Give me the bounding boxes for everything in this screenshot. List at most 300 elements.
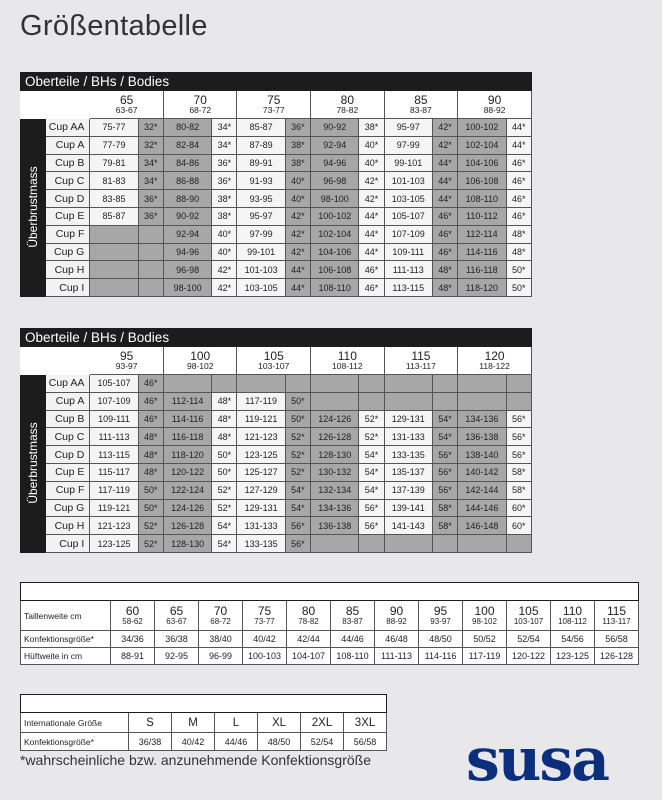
konf-cell: 40/42 bbox=[243, 631, 287, 648]
measure-cell: 124-126 bbox=[163, 499, 211, 517]
measure-cell bbox=[311, 375, 359, 393]
conf-size-cell: 58* bbox=[432, 499, 457, 517]
measure-cell: 100-102 bbox=[458, 119, 506, 137]
measure-cell: 117-119 bbox=[90, 481, 138, 499]
size-range: 93-97 bbox=[115, 361, 138, 372]
conf-size-cell: 38* bbox=[359, 119, 384, 137]
cup-label: Cup E bbox=[46, 463, 90, 481]
conf-size-cell bbox=[285, 375, 310, 393]
measure-cell bbox=[90, 261, 138, 279]
bra-size-table-1 bbox=[20, 72, 532, 297]
conf-size-cell: 44* bbox=[506, 136, 531, 154]
size-range: 103-107 bbox=[513, 617, 544, 626]
int-size-cell: S bbox=[129, 713, 172, 733]
waist-size-cell bbox=[287, 601, 331, 631]
measure-cell: 109-111 bbox=[90, 410, 138, 428]
size-number: 100 bbox=[474, 604, 495, 618]
konf-cell: 38/40 bbox=[199, 631, 243, 648]
waist-size-cell bbox=[375, 601, 419, 631]
conf-size-cell: 56* bbox=[506, 428, 531, 446]
measure-cell: 135-137 bbox=[384, 463, 432, 481]
conf-size-cell: 54* bbox=[212, 517, 237, 535]
size-number: 115 bbox=[606, 604, 627, 618]
conf-size-cell: 50* bbox=[212, 446, 237, 464]
measure-cell: 104-106 bbox=[458, 154, 506, 172]
int-size-cell: L bbox=[215, 713, 258, 733]
conf-size-cell: 36* bbox=[285, 119, 310, 137]
size-range: 88-92 bbox=[386, 617, 407, 626]
measure-cell bbox=[384, 375, 432, 393]
hip-cell: 92-95 bbox=[155, 648, 199, 665]
size-range: 98-102 bbox=[186, 361, 214, 372]
conf-size-cell: 46* bbox=[138, 375, 163, 393]
measure-cell: 89-91 bbox=[237, 154, 285, 172]
conf-size-cell: 48* bbox=[212, 392, 237, 410]
conf-size-cell bbox=[212, 375, 237, 393]
size-header bbox=[163, 347, 237, 375]
size-number: 75 bbox=[257, 604, 272, 618]
bottoms-size-table bbox=[20, 582, 639, 665]
conf-size-cell: 34* bbox=[212, 119, 237, 137]
size-number: 70 bbox=[213, 604, 228, 618]
measure-cell: 129-131 bbox=[384, 410, 432, 428]
cup-label: Cup H bbox=[46, 261, 90, 279]
measure-cell: 134-136 bbox=[458, 410, 506, 428]
conf-size-cell: 44* bbox=[432, 190, 457, 208]
measure-cell: 127-129 bbox=[237, 481, 285, 499]
size-number: 100 bbox=[190, 348, 211, 363]
conf-size-cell: 54* bbox=[359, 463, 384, 481]
size-range: 83-87 bbox=[342, 617, 363, 626]
measure-cell: 122-124 bbox=[163, 481, 211, 499]
waist-size-cell bbox=[419, 601, 463, 631]
measure-cell: 85-87 bbox=[237, 119, 285, 137]
conf-size-cell: 42* bbox=[432, 119, 457, 137]
konf-cell: 44/46 bbox=[215, 733, 258, 751]
measure-cell: 141-143 bbox=[384, 517, 432, 535]
conf-size-cell: 52* bbox=[285, 463, 310, 481]
measure-cell: 92-94 bbox=[311, 136, 359, 154]
size-number: 95 bbox=[433, 604, 448, 618]
measure-cell: 124-126 bbox=[311, 410, 359, 428]
cup-label: Cup I bbox=[46, 279, 90, 297]
measure-cell: 83-85 bbox=[90, 190, 138, 208]
waist-size-cell bbox=[199, 601, 243, 631]
conf-size-cell: 44* bbox=[432, 154, 457, 172]
measure-cell: 117-119 bbox=[237, 392, 285, 410]
size-header bbox=[384, 91, 458, 119]
conf-size-cell: 50* bbox=[285, 392, 310, 410]
hip-cell: 88-91 bbox=[111, 648, 155, 665]
conf-size-cell: 44* bbox=[359, 243, 384, 261]
size-number: 70 bbox=[193, 92, 207, 107]
measure-cell: 81-83 bbox=[90, 172, 138, 190]
measure-cell: 126-128 bbox=[311, 428, 359, 446]
conf-size-cell bbox=[432, 375, 457, 393]
conf-size-cell: 48* bbox=[212, 428, 237, 446]
measure-cell: 119-121 bbox=[90, 499, 138, 517]
measure-cell: 139-141 bbox=[384, 499, 432, 517]
waist-size-cell bbox=[331, 601, 375, 631]
measure-cell: 137-139 bbox=[384, 481, 432, 499]
conf-size-cell: 44* bbox=[359, 225, 384, 243]
int-size-cell: 3XL bbox=[344, 713, 387, 733]
konf-cell: 52/54 bbox=[507, 631, 551, 648]
conf-size-cell: 46* bbox=[432, 243, 457, 261]
conf-size-cell: 52* bbox=[285, 428, 310, 446]
konf-cell: 40/42 bbox=[172, 733, 215, 751]
measure-cell: 130-132 bbox=[311, 463, 359, 481]
conf-size-cell: 48* bbox=[138, 446, 163, 464]
conf-size-cell bbox=[506, 392, 531, 410]
conf-size-cell: 38* bbox=[212, 207, 237, 225]
size-range: 118-122 bbox=[479, 361, 510, 372]
conf-size-cell: 40* bbox=[212, 225, 237, 243]
measure-cell: 106-108 bbox=[458, 172, 506, 190]
size-range: 103-107 bbox=[258, 361, 290, 372]
measure-cell: 116-118 bbox=[458, 261, 506, 279]
measure-cell: 93-95 bbox=[237, 190, 285, 208]
conf-size-cell bbox=[138, 225, 163, 243]
measure-cell: 94-96 bbox=[311, 154, 359, 172]
conf-size-cell: 52* bbox=[138, 535, 163, 553]
size-header bbox=[384, 347, 458, 375]
conf-size-cell: 52* bbox=[285, 446, 310, 464]
hip-cell: 96-99 bbox=[199, 648, 243, 665]
measure-cell: 118-120 bbox=[458, 279, 506, 297]
measure-cell: 77-79 bbox=[90, 136, 138, 154]
measure-cell: 85-87 bbox=[90, 207, 138, 225]
measure-cell: 105-107 bbox=[384, 207, 432, 225]
measure-cell: 87-89 bbox=[237, 136, 285, 154]
measure-cell: 99-101 bbox=[384, 154, 432, 172]
size-header bbox=[90, 91, 164, 119]
measure-cell: 90-92 bbox=[163, 207, 211, 225]
int-size-cell: M bbox=[172, 713, 215, 733]
conf-size-cell: 48* bbox=[432, 261, 457, 279]
waist-size-cell bbox=[243, 601, 287, 631]
hip-cell: 100-103 bbox=[243, 648, 287, 665]
measure-cell: 92-94 bbox=[163, 225, 211, 243]
measure-cell: 102-104 bbox=[458, 136, 506, 154]
measure-cell: 101-103 bbox=[384, 172, 432, 190]
cup-label: Cup A bbox=[46, 392, 90, 410]
size-number: 90 bbox=[487, 92, 502, 107]
konf-cell: 44/46 bbox=[331, 631, 375, 648]
size-range: 73-77 bbox=[262, 105, 285, 116]
measure-cell: 123-125 bbox=[90, 535, 138, 553]
waist-size-cell bbox=[507, 601, 551, 631]
conf-size-cell bbox=[506, 535, 531, 553]
measure-cell: 131-133 bbox=[237, 517, 285, 535]
waist-size-cell bbox=[463, 601, 507, 631]
measure-cell: 115-117 bbox=[90, 463, 138, 481]
conf-size-cell bbox=[138, 279, 163, 297]
cup-label: Cup B bbox=[46, 410, 90, 428]
conf-size-cell: 40* bbox=[285, 190, 310, 208]
conf-size-cell: 46* bbox=[359, 279, 384, 297]
conf-size-cell bbox=[432, 392, 457, 410]
conf-size-cell: 32* bbox=[138, 119, 163, 137]
measure-cell: 128-130 bbox=[311, 446, 359, 464]
size-number: 60 bbox=[125, 604, 140, 618]
conf-size-cell: 44* bbox=[432, 172, 457, 190]
size-range: 68-72 bbox=[189, 105, 212, 116]
corner-cell bbox=[21, 347, 90, 375]
conf-size-cell: 32* bbox=[138, 136, 163, 154]
measure-cell: 80-82 bbox=[163, 119, 211, 137]
measure-cell: 114-116 bbox=[163, 410, 211, 428]
conf-size-cell: 48* bbox=[138, 428, 163, 446]
conf-size-cell: 46* bbox=[138, 392, 163, 410]
cup-label: Cup F bbox=[46, 481, 90, 499]
size-number: 80 bbox=[340, 92, 354, 107]
size-header bbox=[311, 91, 385, 119]
conf-size-cell: 46* bbox=[432, 225, 457, 243]
hip-cell: 117-119 bbox=[463, 648, 507, 665]
conf-size-cell: 56* bbox=[432, 446, 457, 464]
measure-cell: 134-136 bbox=[311, 499, 359, 517]
hip-cell: 111-113 bbox=[375, 648, 419, 665]
measure-cell: 113-115 bbox=[90, 446, 138, 464]
measure-cell: 100-102 bbox=[311, 207, 359, 225]
measure-cell: 140-142 bbox=[458, 463, 506, 481]
conf-size-cell: 46* bbox=[506, 172, 531, 190]
size-header bbox=[237, 347, 311, 375]
measure-cell bbox=[90, 225, 138, 243]
measure-cell: 97-99 bbox=[237, 225, 285, 243]
conf-size-cell: 58* bbox=[432, 517, 457, 535]
size-number: 65 bbox=[169, 604, 184, 618]
size-range: 93-97 bbox=[430, 617, 451, 626]
cup-label: Cup C bbox=[46, 172, 90, 190]
side-label bbox=[21, 375, 46, 553]
size-range: 73-77 bbox=[254, 617, 275, 626]
measure-cell: 121-123 bbox=[90, 517, 138, 535]
conf-size-cell: 44* bbox=[285, 261, 310, 279]
conf-size-cell: 42* bbox=[285, 243, 310, 261]
conf-size-cell: 34* bbox=[138, 172, 163, 190]
conf-size-cell: 42* bbox=[359, 172, 384, 190]
size-range: 58-62 bbox=[122, 617, 143, 626]
size-header bbox=[458, 91, 532, 119]
measure-cell: 103-105 bbox=[384, 190, 432, 208]
conf-size-cell: 40* bbox=[359, 154, 384, 172]
measure-cell: 95-97 bbox=[237, 207, 285, 225]
conf-size-cell bbox=[359, 392, 384, 410]
conf-size-cell: 42* bbox=[285, 225, 310, 243]
size-range: 113-117 bbox=[602, 617, 631, 626]
conf-size-cell: 42* bbox=[432, 136, 457, 154]
measure-cell: 94-96 bbox=[163, 243, 211, 261]
waist-label: Taillenweite cm bbox=[21, 601, 111, 631]
conf-size-cell: 46* bbox=[506, 207, 531, 225]
conf-size-cell: 38* bbox=[285, 154, 310, 172]
size-number: 85 bbox=[345, 604, 360, 618]
measure-cell: 97-99 bbox=[384, 136, 432, 154]
waist-size-cell bbox=[595, 601, 639, 631]
measure-cell bbox=[458, 392, 506, 410]
conf-size-cell: 46* bbox=[506, 190, 531, 208]
measure-cell: 86-88 bbox=[163, 172, 211, 190]
measure-cell: 90-92 bbox=[311, 119, 359, 137]
conf-size-cell: 36* bbox=[212, 154, 237, 172]
cup-label: Cup I bbox=[46, 535, 90, 553]
measure-cell: 110-112 bbox=[458, 207, 506, 225]
size-number: 65 bbox=[119, 92, 134, 107]
measure-cell: 146-148 bbox=[458, 517, 506, 535]
conf-size-cell: 54* bbox=[285, 499, 310, 517]
konf-label: Konfektionsgröße* bbox=[21, 631, 111, 648]
conf-size-cell: 34* bbox=[138, 154, 163, 172]
waist-size-cell bbox=[111, 601, 155, 631]
size-header bbox=[237, 91, 311, 119]
side-label-text: Überbrustmass bbox=[26, 166, 41, 249]
conf-size-cell: 54* bbox=[359, 481, 384, 499]
page-title: Größentabelle bbox=[20, 10, 208, 42]
size-number: 90 bbox=[389, 604, 404, 618]
hip-label: Hüftweite in cm bbox=[21, 648, 111, 665]
measure-cell bbox=[90, 243, 138, 261]
conf-size-cell: 48* bbox=[506, 225, 531, 243]
measure-cell: 99-101 bbox=[237, 243, 285, 261]
size-number: 75 bbox=[267, 92, 281, 107]
conf-size-cell: 60* bbox=[506, 499, 531, 517]
conf-size-cell: 58* bbox=[506, 463, 531, 481]
size-number: 80 bbox=[301, 604, 316, 618]
conf-size-cell: 34* bbox=[212, 136, 237, 154]
cup-label: Cup A bbox=[46, 136, 90, 154]
konf-cell: 48/50 bbox=[419, 631, 463, 648]
cup-label: Cup G bbox=[46, 243, 90, 261]
table-header: Unterteile bbox=[21, 583, 639, 601]
measure-cell: 121-123 bbox=[237, 428, 285, 446]
hip-cell: 108-110 bbox=[331, 648, 375, 665]
hip-cell: 126-128 bbox=[595, 648, 639, 665]
side-label-text: Überbrustmass bbox=[26, 422, 41, 505]
size-number: 110 bbox=[337, 348, 357, 363]
conf-size-cell: 46* bbox=[138, 410, 163, 428]
table-header: Oberteile / BHs / Bodies bbox=[21, 73, 532, 91]
hip-cell: 120-122 bbox=[507, 648, 551, 665]
measure-cell bbox=[384, 535, 432, 553]
measure-cell: 98-100 bbox=[311, 190, 359, 208]
measure-cell: 82-84 bbox=[163, 136, 211, 154]
conf-size-cell: 50* bbox=[285, 410, 310, 428]
size-header bbox=[163, 91, 237, 119]
conf-size-cell bbox=[506, 375, 531, 393]
measure-cell: 105-107 bbox=[90, 375, 138, 393]
measure-cell: 107-109 bbox=[90, 392, 138, 410]
konf-label: Konfektionsgröße* bbox=[21, 733, 129, 751]
conf-size-cell: 56* bbox=[285, 517, 310, 535]
conf-size-cell: 56* bbox=[432, 463, 457, 481]
conf-size-cell: 50* bbox=[138, 499, 163, 517]
measure-cell: 111-113 bbox=[384, 261, 432, 279]
measure-cell: 102-104 bbox=[311, 225, 359, 243]
size-header bbox=[90, 347, 164, 375]
cup-label: Cup D bbox=[46, 446, 90, 464]
konf-cell: 54/56 bbox=[551, 631, 595, 648]
cup-label: Cup E bbox=[46, 207, 90, 225]
conf-size-cell: 46* bbox=[432, 207, 457, 225]
measure-cell: 108-110 bbox=[458, 190, 506, 208]
conf-size-cell: 36* bbox=[212, 172, 237, 190]
conf-size-cell: 56* bbox=[506, 446, 531, 464]
conf-size-cell: 52* bbox=[212, 481, 237, 499]
hip-cell: 104-107 bbox=[287, 648, 331, 665]
size-header bbox=[458, 347, 532, 375]
size-range: 78-82 bbox=[336, 105, 359, 116]
conf-size-cell: 42* bbox=[212, 261, 237, 279]
corner-cell bbox=[21, 91, 90, 119]
size-range: 108-112 bbox=[332, 361, 363, 372]
measure-cell bbox=[311, 392, 359, 410]
measure-cell: 111-113 bbox=[90, 428, 138, 446]
conf-size-cell bbox=[432, 535, 457, 553]
int-size-cell: XL bbox=[258, 713, 301, 733]
size-header bbox=[311, 347, 385, 375]
conf-size-cell: 40* bbox=[359, 136, 384, 154]
measure-cell: 136-138 bbox=[311, 517, 359, 535]
size-range: 63-67 bbox=[115, 105, 138, 116]
conf-size-cell: 52* bbox=[138, 517, 163, 535]
conf-size-cell: 52* bbox=[212, 499, 237, 517]
measure-cell: 125-127 bbox=[237, 463, 285, 481]
conf-size-cell bbox=[359, 535, 384, 553]
konf-cell: 56/58 bbox=[344, 733, 387, 751]
measure-cell: 106-108 bbox=[311, 261, 359, 279]
measure-cell: 136-138 bbox=[458, 428, 506, 446]
conf-size-cell: 50* bbox=[506, 279, 531, 297]
measure-cell: 116-118 bbox=[163, 428, 211, 446]
hip-cell: 114-116 bbox=[419, 648, 463, 665]
cup-label: Cup H bbox=[46, 517, 90, 535]
conf-size-cell: 42* bbox=[359, 190, 384, 208]
conf-size-cell: 42* bbox=[212, 279, 237, 297]
measure-cell: 123-125 bbox=[237, 446, 285, 464]
side-label bbox=[21, 119, 46, 297]
measure-cell: 132-134 bbox=[311, 481, 359, 499]
cup-label: Cup AA bbox=[46, 119, 90, 137]
bodyforming-size-table bbox=[20, 694, 387, 751]
measure-cell: 107-109 bbox=[384, 225, 432, 243]
conf-size-cell: 54* bbox=[432, 428, 457, 446]
measure-cell bbox=[163, 375, 211, 393]
size-number: 85 bbox=[414, 92, 428, 107]
measure-cell bbox=[458, 375, 506, 393]
conf-size-cell: 52* bbox=[359, 410, 384, 428]
measure-cell: 120-122 bbox=[163, 463, 211, 481]
size-number: 110 bbox=[562, 604, 583, 618]
waist-size-cell bbox=[551, 601, 595, 631]
conf-size-cell: 56* bbox=[359, 499, 384, 517]
conf-size-cell: 48* bbox=[138, 463, 163, 481]
table-header: Oberteile / BHs / Bodies bbox=[21, 329, 532, 347]
size-range: 63-67 bbox=[166, 617, 187, 626]
brand-logo: susa bbox=[466, 725, 609, 795]
measure-cell: 119-121 bbox=[237, 410, 285, 428]
measure-cell bbox=[384, 392, 432, 410]
measure-cell bbox=[90, 279, 138, 297]
measure-cell: 128-130 bbox=[163, 535, 211, 553]
conf-size-cell: 50* bbox=[506, 261, 531, 279]
measure-cell bbox=[311, 535, 359, 553]
size-range: 78-82 bbox=[298, 617, 319, 626]
conf-size-cell: 54* bbox=[359, 446, 384, 464]
conf-size-cell: 44* bbox=[285, 279, 310, 297]
measure-cell: 103-105 bbox=[237, 279, 285, 297]
